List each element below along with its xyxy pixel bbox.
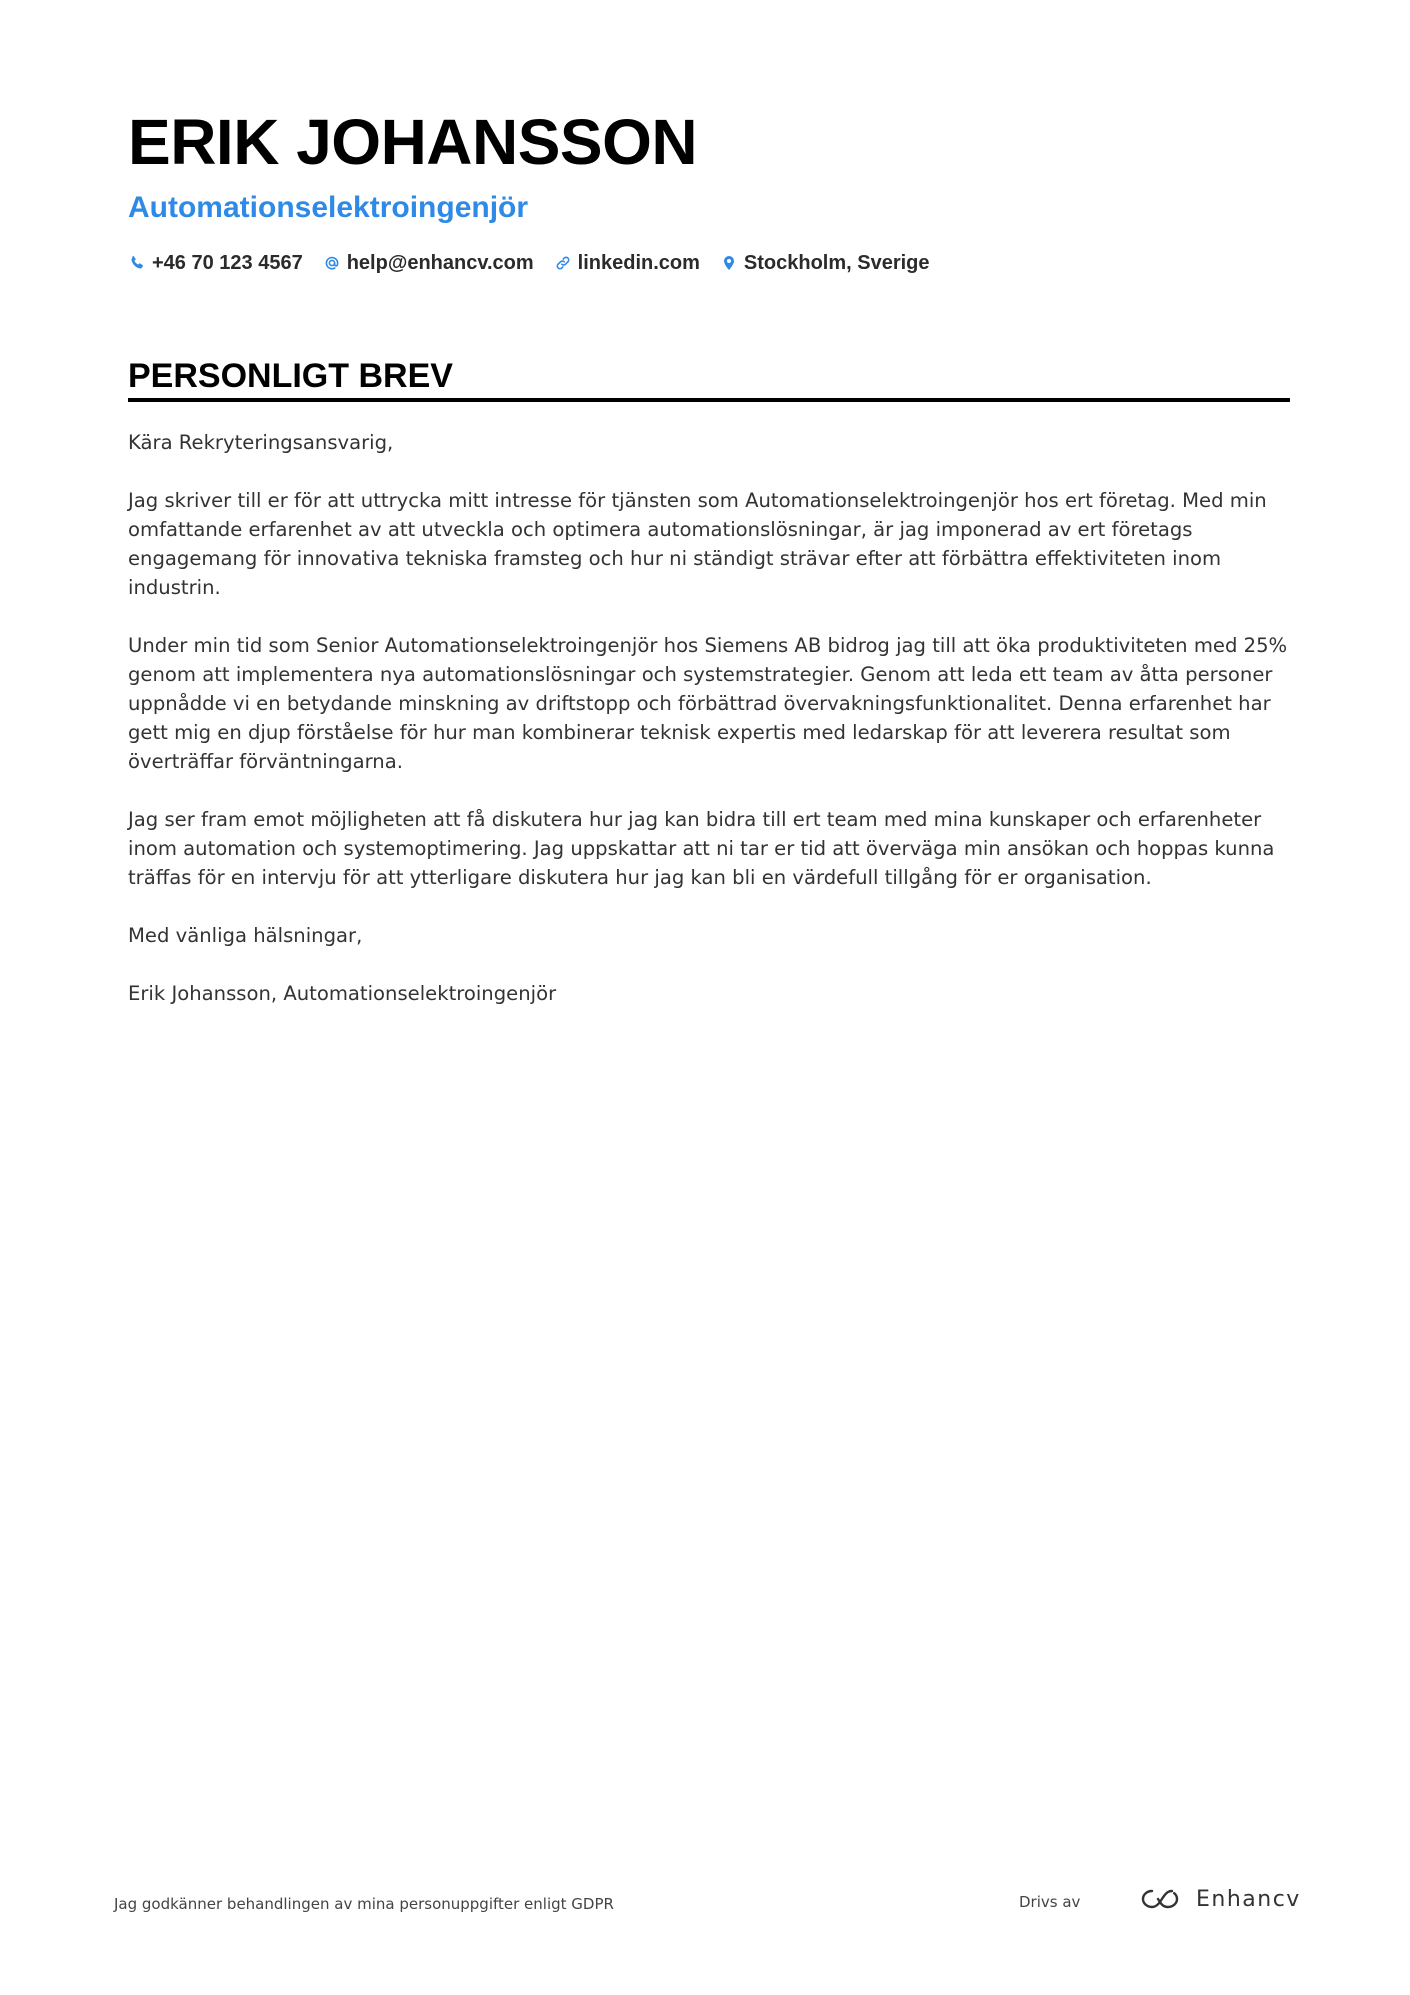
at-icon <box>323 254 341 272</box>
letter-body <box>128 428 1290 1008</box>
phone-icon <box>128 254 146 272</box>
enhancv-brand-text: Enhancv <box>1196 1886 1301 1912</box>
letter-closing: Med vänliga hälsningar, <box>128 924 363 947</box>
email-text: help@enhancv.com <box>346 251 534 274</box>
link-icon <box>554 254 572 272</box>
enhancv-logo[interactable] <box>1138 1884 1301 1914</box>
contact-email[interactable] <box>323 252 534 275</box>
cover-letter-page <box>128 104 1290 1037</box>
contact-phone[interactable] <box>128 252 303 275</box>
contact-bar <box>128 248 1290 278</box>
job-title: Automationselektroingenjör <box>128 191 529 224</box>
letter-signature: Erik Johansson, Automationselektroingenjör <box>128 982 557 1005</box>
section-title: PERSONLIGT BREV <box>128 357 453 395</box>
section-divider <box>128 398 1290 402</box>
phone-text: +46 70 123 4567 <box>152 251 303 274</box>
location-text: Stockholm, Sverige <box>743 251 930 274</box>
letter-greeting: Kära Rekryteringsansvarig, <box>128 431 394 454</box>
letter-paragraph: Jag skriver till er för att uttrycka mitt intresse för tjänsten som Automationselektroingenjör hos ert företag. Med min omfattande erfarenhet av att utveckla och optimera automationslösningar, är jag imponerad av ert företags engagemang för innovativa tekniska framsteg och hur ni ständigt strävar efter att förbättra effektiviteten inom industrin. <box>128 489 1267 599</box>
candidate-name: ERIK JOHANSSON <box>128 106 698 178</box>
contact-location <box>720 252 930 275</box>
location-pin-icon <box>720 254 738 272</box>
linkedin-text: linkedin.com <box>577 251 700 274</box>
contact-linkedin[interactable] <box>554 252 700 275</box>
enhancv-logo-icon <box>1138 1886 1186 1912</box>
letter-paragraph: Under min tid som Senior Automationselektroingenjör hos Siemens AB bidrog jag till att öka produktiviteten med 25% genom att implementera nya automationslösningar och systemstrategier. Genom att leda ett team av åtta personer uppnådde vi en betydande minskning av driftstopp och förbättrad övervakningsfunktionalitet. Denna erfarenhet har gett mig en djup förståelse för hur man kombinerar teknisk expertis med ledarskap för att leverera resultat som överträffar förväntningarna. <box>128 634 1288 773</box>
letter-paragraph: Jag ser fram emot möjligheten att få diskutera hur jag kan bidra till ert team med mina kunskaper och erfarenheter inom automation och systemoptimering. Jag uppskattar att ni tar er tid att överväga min ansökan och hoppas kunna träffas för en intervju för att ytterligare diskutera hur jag kan bli en värdefull tillgång för er organisation. <box>128 808 1275 889</box>
powered-by-label: Drivs av <box>1019 1893 1081 1911</box>
gdpr-consent-text: Jag godkänner behandlingen av mina personuppgifter enligt GDPR <box>114 1895 614 1913</box>
